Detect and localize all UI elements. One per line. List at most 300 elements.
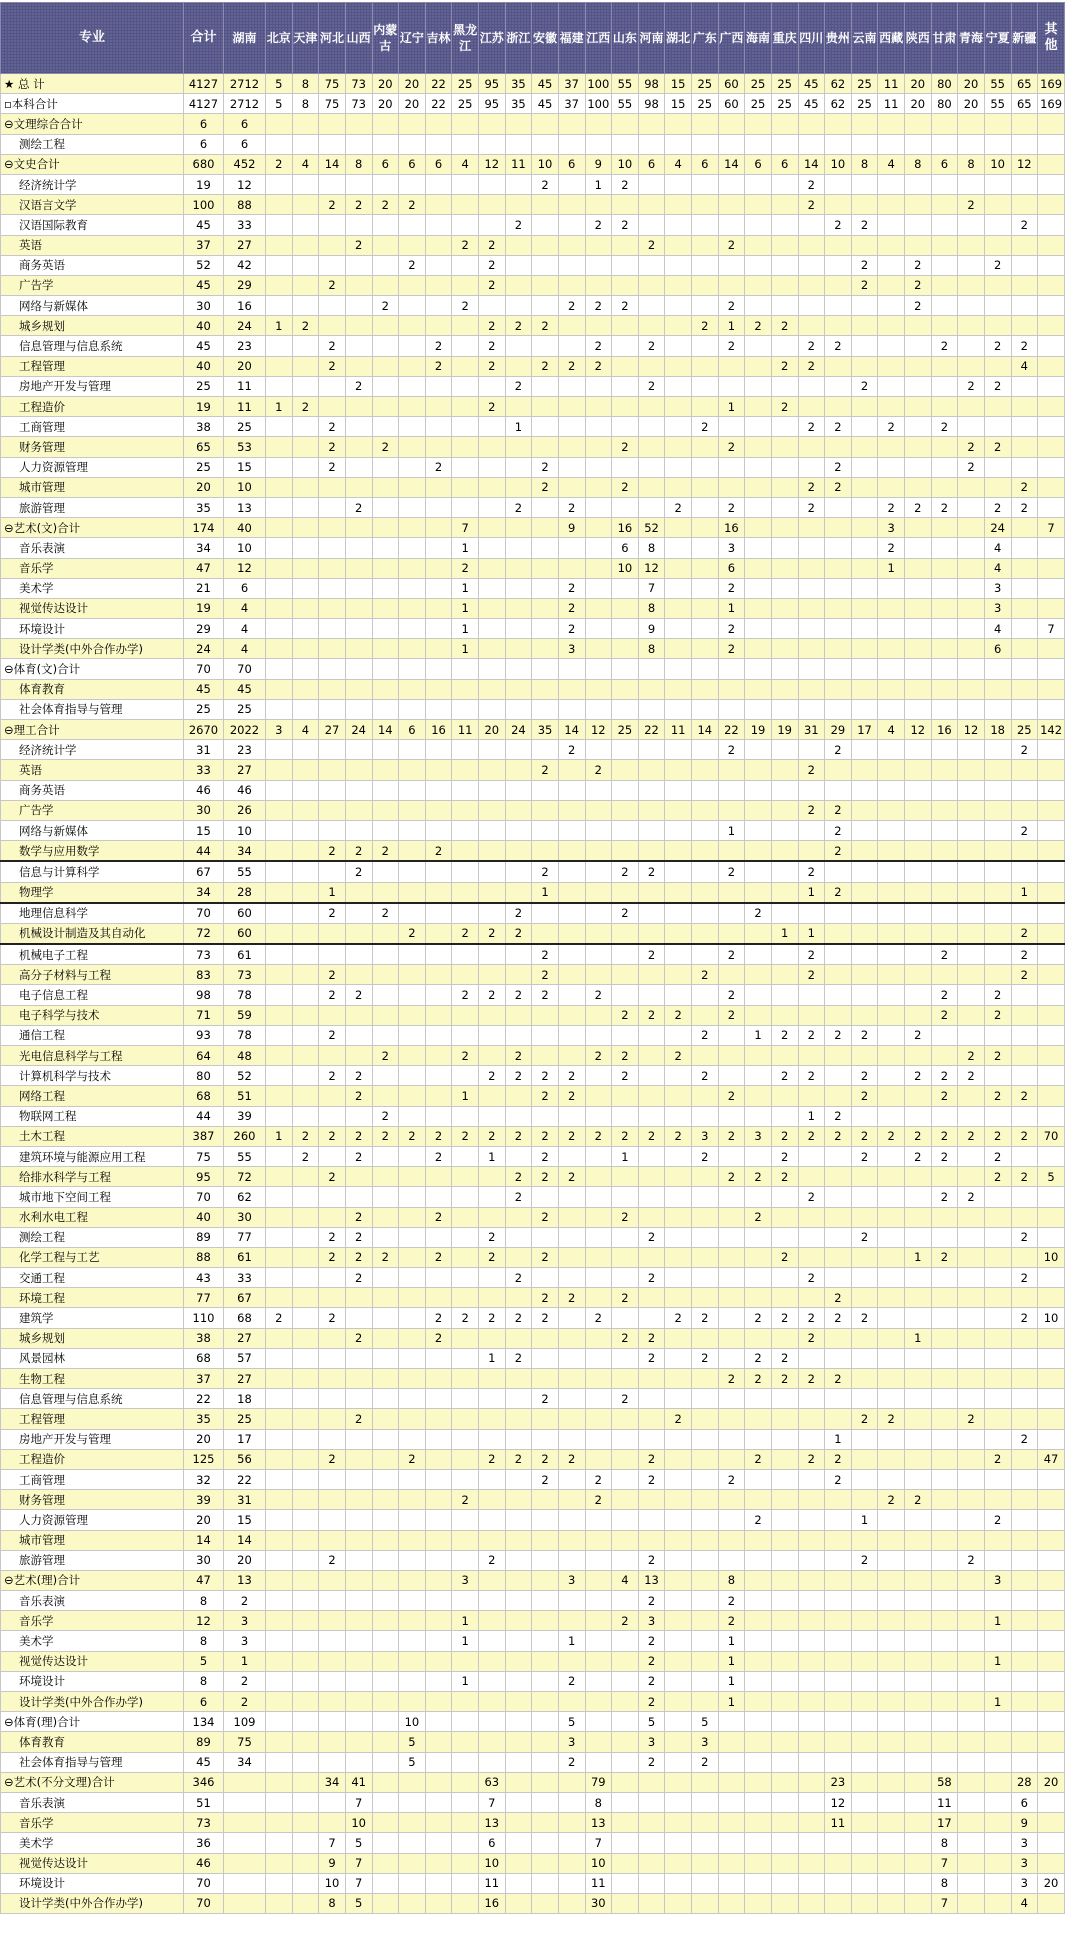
row-cell: [771, 255, 798, 275]
row-cell: [745, 174, 772, 194]
row-cell: 1: [505, 417, 532, 437]
row-cell: 15: [224, 1510, 266, 1530]
row-cell: [292, 1853, 319, 1873]
row-cell: [692, 255, 719, 275]
row-cell: [399, 477, 426, 497]
table-row: [1, 437, 1065, 457]
row-cell: 51: [224, 1086, 266, 1106]
row-cell: [745, 1046, 772, 1066]
row-cell: [612, 800, 639, 820]
row-cell: 2: [585, 336, 612, 356]
row-cell: 68: [224, 1308, 266, 1328]
row-cell: 10: [319, 1873, 346, 1893]
row-cell: [825, 1631, 852, 1651]
row-cell: [958, 1712, 985, 1732]
row-major-name: 城市管理: [1, 1530, 184, 1550]
row-cell: 3: [878, 518, 905, 538]
row-cell: 9: [319, 1853, 346, 1873]
row-cell: [718, 841, 745, 862]
row-cell: 2: [345, 1126, 372, 1146]
row-cell: [931, 1106, 958, 1126]
row-cell: [558, 1227, 585, 1247]
row-cell: 2: [958, 457, 985, 477]
row-cell: [532, 1328, 559, 1348]
row-cell: 6: [399, 154, 426, 174]
row-cell: [1011, 1046, 1038, 1066]
row-major-name: 计算机科学与技术: [1, 1066, 184, 1086]
row-cell: [399, 1671, 426, 1691]
row-cell: [665, 1449, 692, 1469]
row-cell: [532, 1752, 559, 1772]
row-cell: [665, 639, 692, 659]
row-cell: [585, 882, 612, 903]
row-cell: 2: [532, 944, 559, 965]
row-cell: [1011, 235, 1038, 255]
row-cell: [292, 114, 319, 134]
row-cell: [851, 699, 878, 719]
row-cell: [905, 417, 932, 437]
row-cell: 3: [984, 1570, 1011, 1590]
row-cell: [905, 518, 932, 538]
row-cell: 2: [718, 1591, 745, 1611]
row-total: 39: [184, 1490, 224, 1510]
row-cell: [532, 417, 559, 437]
row-cell: 2: [532, 174, 559, 194]
row-cell: [878, 397, 905, 417]
row-cell: [1011, 1106, 1038, 1126]
row-cell: [745, 1106, 772, 1126]
row-cell: [825, 639, 852, 659]
row-cell: [505, 944, 532, 965]
row-cell: [585, 1005, 612, 1025]
table-row: [1, 275, 1065, 295]
row-cell: 1: [452, 1631, 479, 1651]
row-cell: [931, 639, 958, 659]
row-cell: [612, 134, 639, 154]
row-total: 24: [184, 639, 224, 659]
row-cell: 29: [825, 720, 852, 740]
row-cell: [505, 1550, 532, 1570]
row-cell: [505, 965, 532, 985]
row-cell: [638, 780, 665, 800]
row-cell: 60: [718, 74, 745, 94]
row-total: 6: [184, 134, 224, 154]
row-cell: 3: [224, 1631, 266, 1651]
row-cell: [771, 195, 798, 215]
row-major-name: 设计学类(中外合作办学): [1, 1692, 184, 1712]
row-cell: 34: [224, 841, 266, 862]
row-total: 29: [184, 619, 224, 639]
row-cell: [425, 1873, 452, 1893]
row-cell: 2: [612, 903, 639, 924]
row-cell: [585, 1288, 612, 1308]
row-cell: 25: [745, 74, 772, 94]
row-cell: [319, 1752, 346, 1772]
row-cell: [905, 376, 932, 396]
row-cell: [612, 841, 639, 862]
row-cell: [1011, 1570, 1038, 1590]
row-cell: [505, 1893, 532, 1913]
header-province: 浙江: [505, 3, 532, 74]
row-cell: [612, 578, 639, 598]
row-cell: [745, 1005, 772, 1025]
row-cell: 2: [425, 336, 452, 356]
row-cell: [585, 598, 612, 618]
row-cell: [266, 923, 293, 944]
row-major-name: 视觉传达设计: [1, 1651, 184, 1671]
row-cell: [878, 800, 905, 820]
row-cell: [958, 1086, 985, 1106]
row-cell: [372, 1369, 399, 1389]
table-header-row: [1, 3, 1065, 74]
row-cell: [612, 275, 639, 295]
row-cell: [399, 1651, 426, 1671]
row-cell: [718, 1389, 745, 1409]
row-cell: [931, 134, 958, 154]
row-cell: [745, 740, 772, 760]
row-cell: [798, 376, 825, 396]
row-cell: [958, 215, 985, 235]
row-cell: [825, 1066, 852, 1086]
row-cell: [532, 841, 559, 862]
row-cell: [771, 296, 798, 316]
row-total: 40: [184, 356, 224, 376]
row-cell: [984, 356, 1011, 376]
row-cell: 2: [931, 944, 958, 965]
row-total: 65: [184, 437, 224, 457]
row-cell: [878, 437, 905, 457]
row-cell: [319, 1469, 346, 1489]
row-cell: [585, 965, 612, 985]
row-cell: 5: [638, 1712, 665, 1732]
row-cell: [292, 780, 319, 800]
row-cell: [266, 1651, 293, 1671]
row-major-name: 测绘工程: [1, 134, 184, 154]
row-cell: [532, 659, 559, 679]
table-row: [1, 1086, 1065, 1106]
row-cell: 2: [479, 235, 506, 255]
row-cell: [878, 659, 905, 679]
row-cell: [665, 1611, 692, 1631]
row-cell: [319, 1651, 346, 1671]
row-cell: [479, 944, 506, 965]
row-cell: [399, 944, 426, 965]
row-cell: [452, 1732, 479, 1752]
row-cell: [452, 1005, 479, 1025]
row-cell: [878, 1570, 905, 1590]
row-cell: [345, 1449, 372, 1469]
row-cell: [878, 639, 905, 659]
row-cell: [745, 437, 772, 457]
row-cell: [718, 800, 745, 820]
row-major-name: 测绘工程: [1, 1227, 184, 1247]
row-cell: 2: [558, 497, 585, 517]
row-cell: [638, 1510, 665, 1530]
row-cell: [825, 679, 852, 699]
row-cell: [532, 1106, 559, 1126]
row-cell: [266, 275, 293, 295]
header-province: 重庆: [771, 3, 798, 74]
row-cell: [745, 1772, 772, 1792]
row-cell: [372, 235, 399, 255]
row-cell: [505, 437, 532, 457]
row-cell: [292, 235, 319, 255]
row-cell: 2: [612, 477, 639, 497]
row-cell: [505, 740, 532, 760]
row-cell: [319, 174, 346, 194]
row-cell: [1038, 1631, 1065, 1651]
row-cell: [558, 1611, 585, 1631]
row-cell: [931, 619, 958, 639]
row-cell: 27: [224, 1328, 266, 1348]
row-cell: [745, 923, 772, 944]
row-cell: [532, 1429, 559, 1449]
row-cell: 2: [585, 1308, 612, 1328]
row-cell: [638, 1146, 665, 1166]
row-cell: [292, 1692, 319, 1712]
row-cell: [425, 538, 452, 558]
row-total: 83: [184, 965, 224, 985]
row-cell: [452, 1429, 479, 1449]
row-cell: 2: [224, 1591, 266, 1611]
row-total: 70: [184, 659, 224, 679]
row-cell: [851, 659, 878, 679]
row-cell: [958, 1328, 985, 1348]
row-cell: 2: [558, 578, 585, 598]
row-cell: [425, 1086, 452, 1106]
row-cell: 2: [638, 1692, 665, 1712]
row-cell: [479, 174, 506, 194]
row-cell: 2: [692, 1348, 719, 1368]
row-cell: [1011, 1187, 1038, 1207]
row-major-name: 电子科学与技术: [1, 1005, 184, 1025]
row-cell: [399, 558, 426, 578]
row-cell: [558, 965, 585, 985]
row-cell: [984, 1530, 1011, 1550]
row-cell: [771, 861, 798, 882]
row-cell: [292, 578, 319, 598]
row-cell: 10: [1038, 1308, 1065, 1328]
row-cell: [612, 760, 639, 780]
row-cell: 2: [479, 1227, 506, 1247]
row-cell: [984, 296, 1011, 316]
row-cell: [665, 923, 692, 944]
row-cell: [372, 965, 399, 985]
row-cell: [745, 235, 772, 255]
row-cell: [372, 275, 399, 295]
row-total: 36: [184, 1833, 224, 1853]
row-cell: 2: [825, 336, 852, 356]
row-cell: [905, 134, 932, 154]
row-cell: 2: [638, 1550, 665, 1570]
row-cell: [771, 598, 798, 618]
row-cell: [532, 518, 559, 538]
row-cell: [692, 1550, 719, 1570]
row-cell: [745, 659, 772, 679]
row-cell: [425, 1227, 452, 1247]
row-cell: 8: [319, 1893, 346, 1913]
row-cell: [224, 1893, 266, 1913]
row-cell: [479, 1328, 506, 1348]
row-cell: 30: [224, 1207, 266, 1227]
row-cell: [798, 903, 825, 924]
row-cell: 25: [692, 74, 719, 94]
row-cell: 2: [399, 255, 426, 275]
row-cell: 17: [224, 1429, 266, 1449]
row-cell: 45: [224, 679, 266, 699]
row-cell: [878, 296, 905, 316]
row-cell: 2: [345, 235, 372, 255]
row-cell: [224, 1873, 266, 1893]
row-cell: [851, 1611, 878, 1631]
row-cell: 20: [399, 94, 426, 114]
row-cell: [665, 1853, 692, 1873]
row-cell: [905, 659, 932, 679]
row-cell: [425, 1025, 452, 1045]
row-cell: [372, 457, 399, 477]
row-cell: [665, 578, 692, 598]
row-cell: [1038, 1712, 1065, 1732]
row-cell: [638, 985, 665, 1005]
row-cell: [665, 1247, 692, 1267]
row-cell: [1038, 1025, 1065, 1045]
row-cell: [771, 1207, 798, 1227]
row-major-name: 房地产开发与管理: [1, 376, 184, 396]
row-cell: [425, 780, 452, 800]
row-cell: [878, 1833, 905, 1853]
row-cell: [505, 1631, 532, 1651]
table-row: [1, 1449, 1065, 1469]
row-cell: [345, 296, 372, 316]
row-cell: [745, 861, 772, 882]
row-cell: [931, 1490, 958, 1510]
row-cell: [984, 861, 1011, 882]
row-cell: 2: [585, 296, 612, 316]
row-cell: [399, 397, 426, 417]
row-cell: 62: [224, 1187, 266, 1207]
row-cell: [931, 255, 958, 275]
row-cell: [984, 1550, 1011, 1570]
row-cell: [505, 336, 532, 356]
row-cell: [905, 1873, 932, 1893]
row-cell: [292, 944, 319, 965]
row-cell: [505, 538, 532, 558]
row-major-name: 环境设计: [1, 1873, 184, 1893]
row-cell: [665, 114, 692, 134]
row-cell: 1: [452, 619, 479, 639]
row-cell: [984, 1631, 1011, 1651]
row-cell: 1: [905, 1328, 932, 1348]
row-cell: [1038, 800, 1065, 820]
row-cell: 2: [851, 215, 878, 235]
row-cell: [638, 1409, 665, 1429]
row-cell: 1: [718, 1692, 745, 1712]
row-cell: [399, 820, 426, 840]
row-cell: 2: [638, 1449, 665, 1469]
row-cell: [825, 1046, 852, 1066]
row-cell: [452, 944, 479, 965]
row-total: 68: [184, 1086, 224, 1106]
row-cell: [558, 944, 585, 965]
row-cell: [825, 1510, 852, 1530]
row-cell: 37: [558, 94, 585, 114]
row-cell: [532, 538, 559, 558]
row-cell: [825, 1086, 852, 1106]
row-cell: 2: [984, 1167, 1011, 1187]
row-cell: [984, 800, 1011, 820]
row-cell: [558, 1348, 585, 1368]
row-major-name: 经济统计学: [1, 740, 184, 760]
row-cell: [851, 578, 878, 598]
row-cell: [878, 1792, 905, 1812]
table-row: [1, 1187, 1065, 1207]
row-cell: [851, 923, 878, 944]
row-cell: [984, 114, 1011, 134]
row-cell: [745, 1833, 772, 1853]
row-cell: 2: [825, 882, 852, 903]
row-cell: [692, 356, 719, 376]
row-cell: [905, 760, 932, 780]
row-total: 8: [184, 1671, 224, 1691]
row-cell: [505, 1490, 532, 1510]
row-cell: [505, 235, 532, 255]
row-cell: [372, 780, 399, 800]
row-cell: [958, 296, 985, 316]
row-cell: 2: [452, 1126, 479, 1146]
header-province: 新疆: [1011, 3, 1038, 74]
row-cell: [958, 1813, 985, 1833]
row-cell: [585, 114, 612, 134]
row-cell: [851, 457, 878, 477]
row-cell: [692, 1671, 719, 1691]
row-cell: [638, 841, 665, 862]
row-cell: 2: [931, 336, 958, 356]
row-cell: [399, 1813, 426, 1833]
row-cell: [745, 477, 772, 497]
row-cell: [585, 558, 612, 578]
row-cell: [292, 1469, 319, 1489]
row-total: 70: [184, 1893, 224, 1913]
row-cell: [612, 417, 639, 437]
row-cell: [266, 841, 293, 862]
row-cell: [452, 195, 479, 215]
row-cell: 1: [452, 1086, 479, 1106]
table-row: [1, 965, 1065, 985]
row-cell: [585, 255, 612, 275]
header-province: 福建: [558, 3, 585, 74]
row-total: 30: [184, 800, 224, 820]
row-cell: 10: [532, 154, 559, 174]
row-cell: [425, 1550, 452, 1570]
row-cell: [745, 114, 772, 134]
row-cell: [931, 376, 958, 396]
row-cell: [692, 376, 719, 396]
row-cell: [905, 1853, 932, 1873]
row-cell: [878, 1692, 905, 1712]
row-cell: 1: [1011, 882, 1038, 903]
row-cell: [372, 518, 399, 538]
row-cell: [931, 1046, 958, 1066]
row-cell: 2: [745, 316, 772, 336]
row-cell: 10: [612, 558, 639, 578]
row-cell: [1011, 397, 1038, 417]
row-cell: [505, 820, 532, 840]
row-cell: 1: [319, 882, 346, 903]
row-cell: [319, 376, 346, 396]
row-cell: [612, 1792, 639, 1812]
row-cell: [905, 820, 932, 840]
row-cell: [532, 437, 559, 457]
